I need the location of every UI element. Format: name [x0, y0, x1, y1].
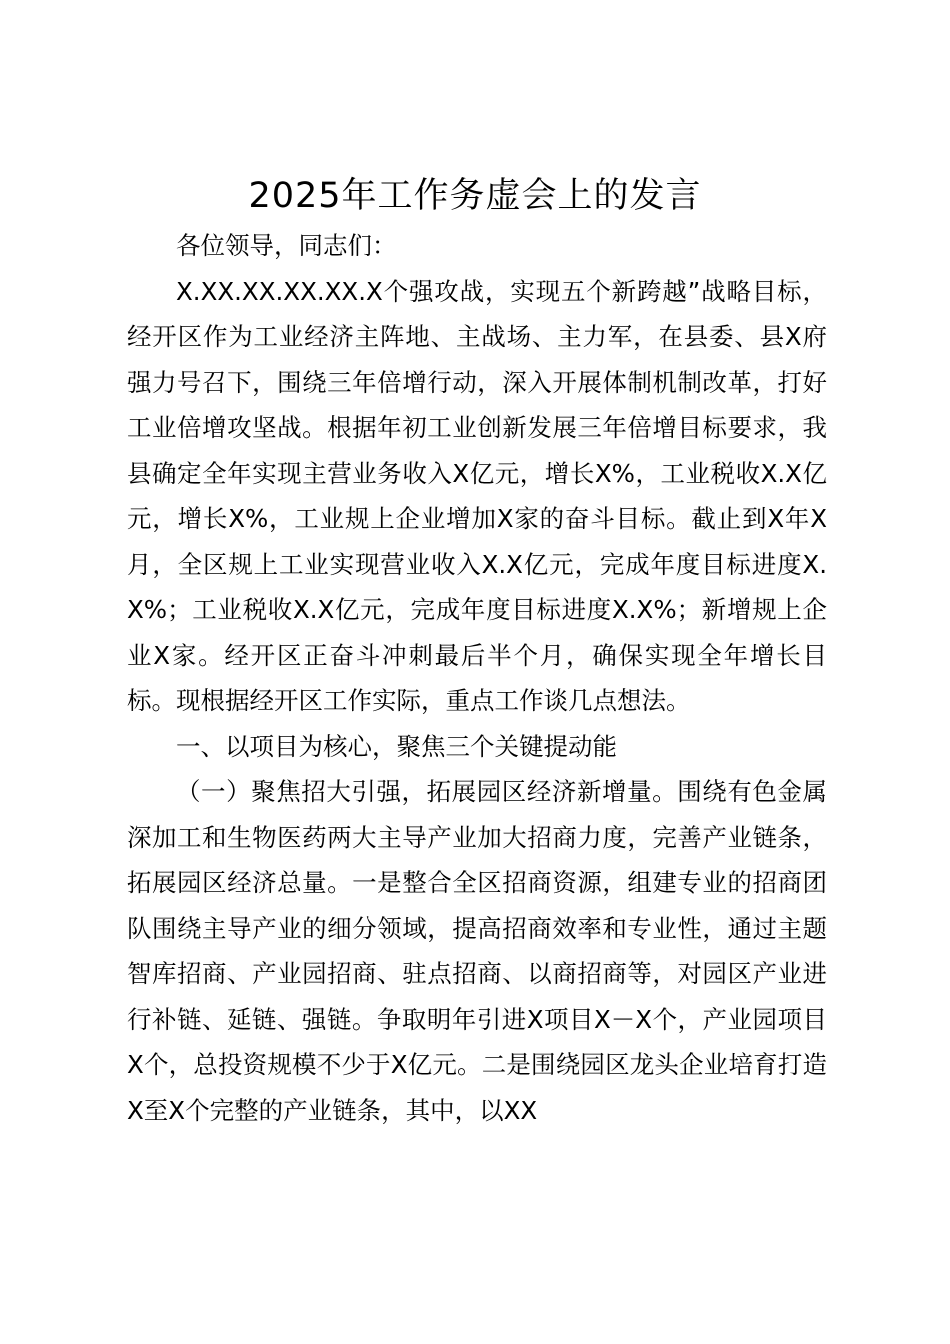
document-title: 2025年工作务虚会上的发言	[248, 176, 702, 216]
paragraph-section-1-1: （一）聚焦招大引强，拓展园区经济新增量。围绕有色金属深加工和生物医药两大主导产业加大招商力度，完善产业链条，拓展园区经济总量。一是整合全区招商资源，组建专业的招商团队围绕主导产业的细分领域，提高招商效率和专业性，通过主题智库招商、产业园招商、驻点招商、以商招商等，对园区产业进行补链、延链、强链。争取明年引进X项目X－X个，产业园项目X个，总投资规模不少于X亿元。二是围绕园区龙头企业培育打造X至X个完整的产业链条，其中，以XX	[127, 777, 827, 1125]
paragraph-intro: X.XX.XX.XX.XX.X个强攻战，实现五个新跨越”战略目标，经开区作为工业经济主阵地、主战场、主力军，在县委、县X府强力号召下，围绕三年倍增行动，深入开展体制机制改革，打好工业倍增攻坚战。根据年初工业创新发展三年倍增目标要求，我县确定全年实现主营业务收入X亿元，增长X%，工业税收X.X亿元，增长X%，工业规上企业增加X家的奋斗目标。截止到X年X月，全区规上工业实现营业收入X.X亿元，完成年度目标进度X.X%；工业税收X.X亿元，完成年度目标进度X.X%；新增规上企业X家。经开区正奋斗冲刺最后半个月，确保实现全年增长目标。现根据经开区工作实际，重点工作谈几点想法。	[127, 276, 827, 715]
section-heading: 一、以项目为核心，聚焦三个关键提动能	[176, 731, 617, 761]
document-body	[127, 223, 827, 1133]
salutation: 各位领导，同志们：	[176, 231, 397, 260]
